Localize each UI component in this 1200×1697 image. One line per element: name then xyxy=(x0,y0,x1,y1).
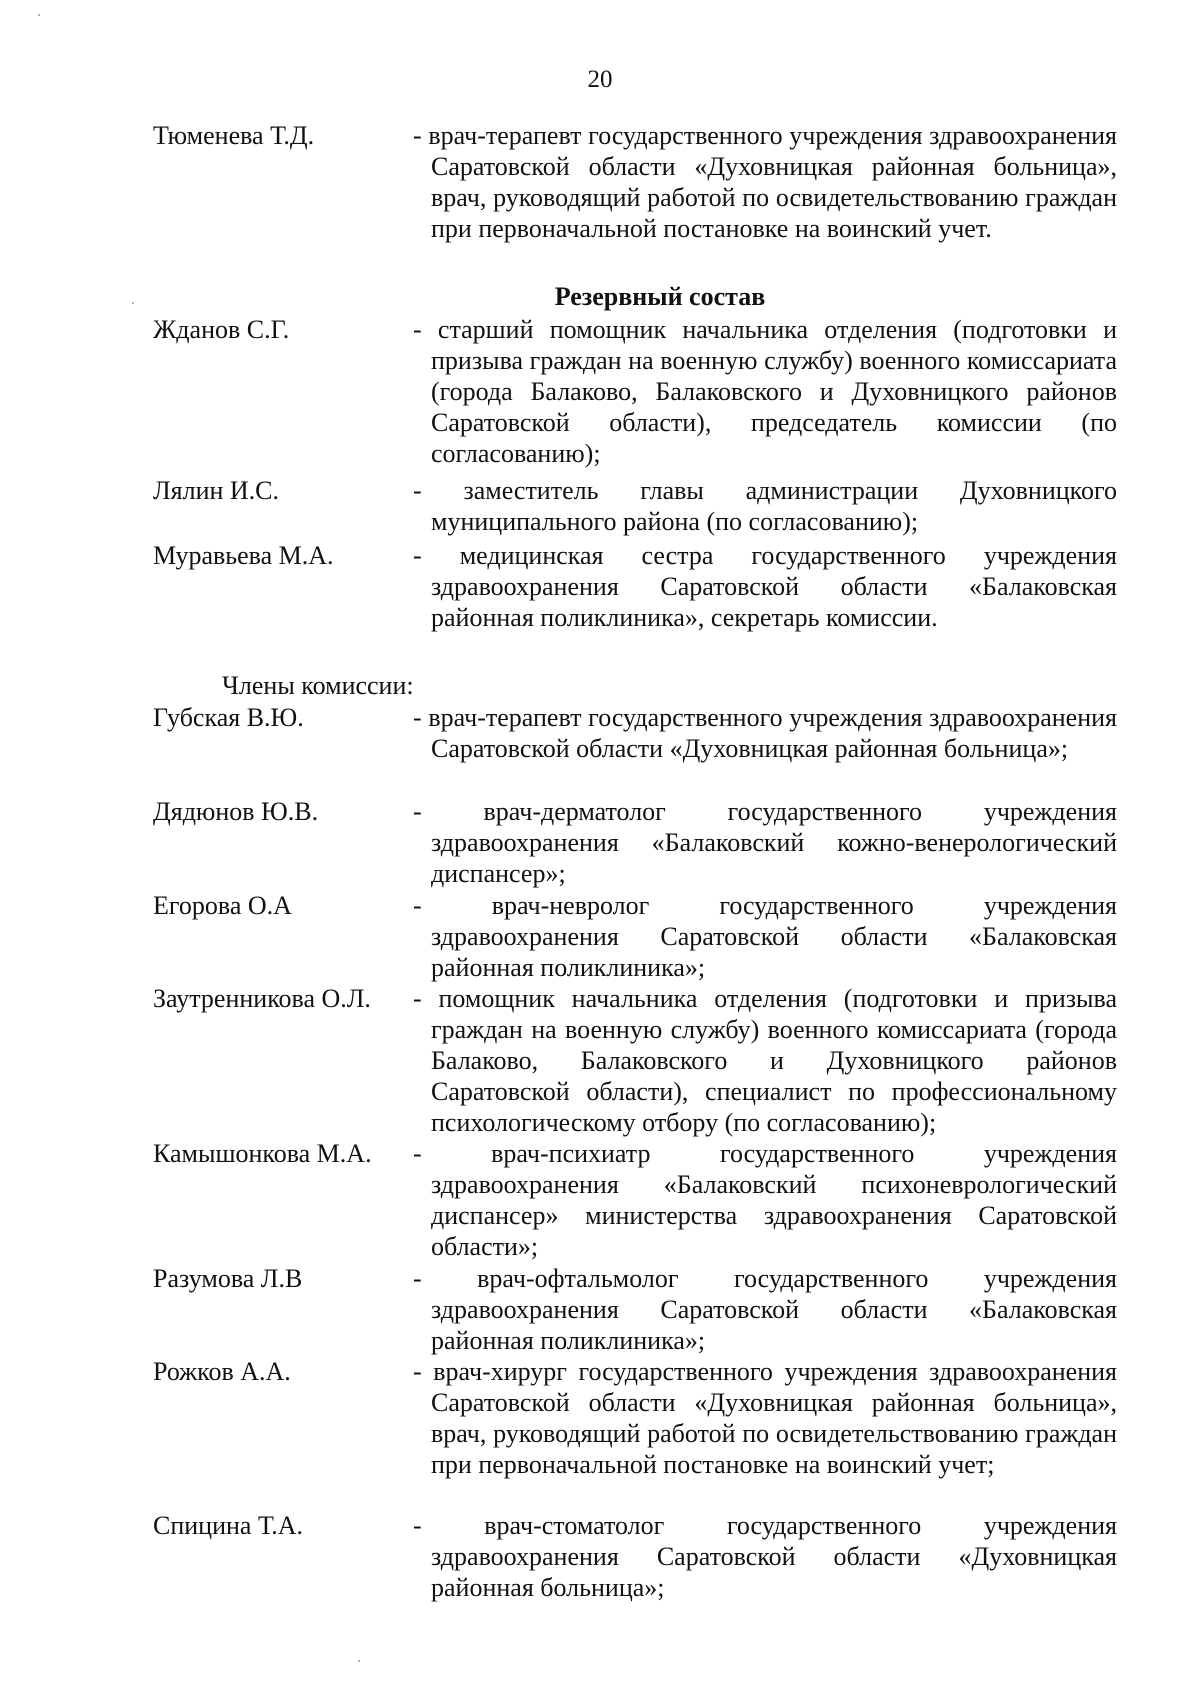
reserve-entries-3 xyxy=(0,540,1200,633)
entry-main-0 xyxy=(0,120,1200,244)
member-entry-wrap-5 xyxy=(0,1263,1200,1356)
entry-name: Губская В.Ю. xyxy=(153,703,304,732)
member-entry-wrap-1 xyxy=(0,796,1200,889)
member-entry-wrap-7 xyxy=(0,1510,1200,1603)
entry-member-3 xyxy=(0,983,1200,1138)
entry-name: Спицина Т.А. xyxy=(153,1511,304,1540)
entry-name: Тюменева Т.Д. xyxy=(153,121,315,150)
entry-member-1 xyxy=(0,796,1200,889)
members-label: Члены комиссии: xyxy=(222,671,414,700)
scan-speck xyxy=(358,1660,360,1662)
entry-reserve-2 xyxy=(0,540,1200,633)
entry-description: - врач-терапевт государственного учреждения здравоохранения Саратовской области «Духовницкая районная больница», врач, руководящий работой по освидетельствованию граждан при первоначальной постановке на воинский учет. xyxy=(431,120,1117,244)
entry-name: Муравьева М.А. xyxy=(153,541,334,570)
entry-reserve-1 xyxy=(0,475,1200,537)
entry-description: - врач-психиатр государственного учреждения здравоохранения «Балаковский психоневрологический диспансер» министерства здравоохранения Саратовской области»; xyxy=(431,1138,1117,1262)
entry-description: - медицинская сестра государственного учреждения здравоохранения Саратовской области «Балаковская районная поликлиника», секретарь комиссии. xyxy=(431,540,1117,633)
scan-speck xyxy=(132,302,134,304)
entry-description: - врач-стоматолог государственного учреждения здравоохранения Саратовской области «Духовницкая районная больница»; xyxy=(431,1510,1117,1603)
entry-description: - врач-хирург государственного учреждения здравоохранения Саратовской области «Духовницкая районная больница», врач, руководящий работой по освидетельствованию граждан при первоначальной постановке на воинский учет; xyxy=(431,1356,1117,1480)
reserve-entries xyxy=(0,314,1200,469)
entry-member-4 xyxy=(0,1138,1200,1262)
entry-description: - врач-дерматолог государственного учреждения здравоохранения «Балаковский кожно-венерологический диспансер»; xyxy=(431,796,1117,889)
entry-name: Камышонкова М.А. xyxy=(153,1139,372,1168)
entry-name: Дядюнов Ю.В. xyxy=(153,797,319,826)
entry-member-5 xyxy=(0,1263,1200,1356)
entry-description: - старший помощник начальника отделения (подготовки и призыва граждан на военную службу) военного комиссариата (города Балаково, Балаковского и Духовницкого районов Саратовской области), председатель комиссии (по согласованию); xyxy=(431,314,1117,469)
entry-name: Жданов С.Г. xyxy=(153,315,290,344)
entry-name: Заутренникова О.Л. xyxy=(153,984,371,1013)
member-entry-wrap-0 xyxy=(0,702,1200,764)
entry-member-2 xyxy=(0,890,1200,983)
entry-description: - помощник начальника отделения (подготовки и призыва граждан на военную службу) военного комиссариата (города Балаково, Балаковского и Духовницкого районов Саратовской области), специалист по профессиональному психологическому отбору (по согласованию); xyxy=(431,983,1117,1138)
entry-member-0 xyxy=(0,702,1200,764)
entry-name: Егорова О.А xyxy=(153,891,292,920)
page-number: 20 xyxy=(587,66,613,93)
member-entry-wrap-3 xyxy=(0,983,1200,1138)
entry-member-6 xyxy=(0,1356,1200,1480)
reserve-heading: Резервный состав xyxy=(554,282,766,311)
entry-name: Лялин И.С. xyxy=(153,476,280,505)
entry-member-7 xyxy=(0,1510,1200,1603)
entry-name: Рожков А.А. xyxy=(153,1357,291,1386)
entry-reserve-0 xyxy=(0,314,1200,469)
scan-speck xyxy=(38,14,40,16)
entry-description: - врач-офтальмолог государственного учреждения здравоохранения Саратовской области «Балаковская районная поликлиника»; xyxy=(431,1263,1117,1356)
reserve-section xyxy=(0,281,1200,312)
main-entries-section xyxy=(0,120,1200,244)
entry-description: - врач-терапевт государственного учреждения здравоохранения Саратовской области «Духовницкая районная больница»; xyxy=(431,702,1117,764)
member-entry-wrap-4 xyxy=(0,1138,1200,1262)
entry-name: Разумова Л.В xyxy=(153,1264,303,1293)
reserve-entries-2 xyxy=(0,475,1200,537)
member-entry-wrap-2 xyxy=(0,890,1200,983)
members-section xyxy=(0,670,1200,701)
member-entry-wrap-6 xyxy=(0,1356,1200,1480)
entry-description: - врач-невролог государственного учреждения здравоохранения Саратовской области «Балаковская районная поликлиника»; xyxy=(431,890,1117,983)
entry-description: - заместитель главы администрации Духовницкого муниципального района (по согласованию); xyxy=(431,475,1117,537)
